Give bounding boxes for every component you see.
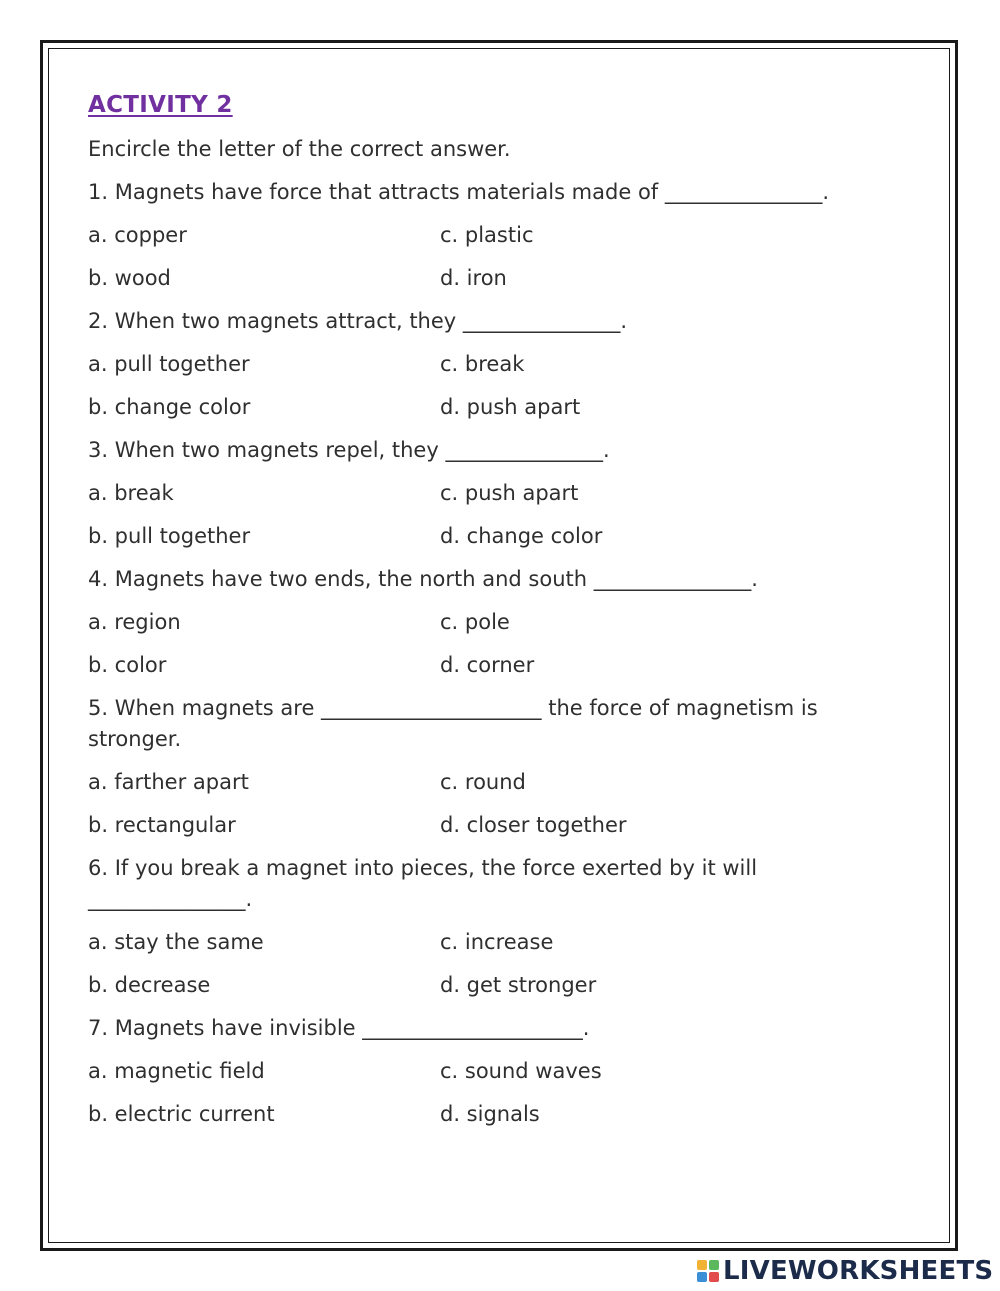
question-7: 7. Magnets have invisible _____________________. — [88, 1016, 590, 1040]
options-row-4b — [88, 650, 888, 681]
option-7c[interactable]: c. sound waves — [440, 1059, 602, 1083]
options-row-7b — [88, 1099, 888, 1130]
options-row-2b — [88, 392, 888, 423]
logo-block-blue — [697, 1272, 707, 1282]
option-4b[interactable]: b. color — [88, 653, 167, 677]
option-4d[interactable]: d. corner — [440, 653, 535, 677]
question-1: 1. Magnets have force that attracts materials made of _______________. — [88, 180, 830, 204]
logo-block-red — [709, 1272, 719, 1282]
option-1d[interactable]: d. iron — [440, 266, 507, 290]
activity-title: ACTIVITY 2 — [88, 92, 233, 118]
options-row-3a — [88, 478, 888, 509]
logo-blocks-icon — [697, 1260, 719, 1282]
option-1c[interactable]: c. plastic — [440, 223, 534, 247]
option-2d[interactable]: d. push apart — [440, 395, 581, 419]
options-row-6a — [88, 927, 888, 958]
worksheet-content — [88, 88, 888, 1142]
options-row-2a — [88, 349, 888, 380]
options-row-6b — [88, 970, 888, 1001]
option-3d[interactable]: d. change color — [440, 524, 603, 548]
logo-text: LIVEWORKSHEETS — [723, 1256, 994, 1286]
question-4: 4. Magnets have two ends, the north and south _______________. — [88, 567, 758, 591]
liveworksheets-logo[interactable] — [697, 1256, 993, 1286]
options-row-5b — [88, 810, 888, 841]
option-2c[interactable]: c. break — [440, 352, 525, 376]
option-5c[interactable]: c. round — [440, 770, 526, 794]
options-row-5a — [88, 767, 888, 798]
option-7a[interactable]: a. magnetic field — [88, 1059, 265, 1083]
option-2a[interactable]: a. pull together — [88, 352, 250, 376]
option-6c[interactable]: c. increase — [440, 930, 554, 954]
question-5: 5. When magnets are _____________________ the force of magnetism is stronger. — [88, 696, 818, 751]
option-3b[interactable]: b. pull together — [88, 524, 251, 548]
option-7d[interactable]: d. signals — [440, 1102, 540, 1126]
options-row-7a — [88, 1056, 888, 1087]
option-4a[interactable]: a. region — [88, 610, 181, 634]
logo-block-yellow — [697, 1260, 707, 1270]
option-3a[interactable]: a. break — [88, 481, 174, 505]
question-3: 3. When two magnets repel, they _______________. — [88, 438, 610, 462]
option-6b[interactable]: b. decrease — [88, 973, 211, 997]
option-7b[interactable]: b. electric current — [88, 1102, 275, 1126]
options-row-4a — [88, 607, 888, 638]
options-row-3b — [88, 521, 888, 552]
option-5d[interactable]: d. closer together — [440, 813, 627, 837]
question-6: 6. If you break a magnet into pieces, the force exerted by it will _______________. — [88, 856, 758, 911]
option-2b[interactable]: b. change color — [88, 395, 251, 419]
option-6d[interactable]: d. get stronger — [440, 973, 597, 997]
option-3c[interactable]: c. push apart — [440, 481, 579, 505]
option-1a[interactable]: a. copper — [88, 223, 187, 247]
instructions: Encircle the letter of the correct answer. — [88, 137, 511, 161]
options-row-1a — [88, 220, 888, 251]
option-5a[interactable]: a. farther apart — [88, 770, 249, 794]
option-4c[interactable]: c. pole — [440, 610, 510, 634]
option-6a[interactable]: a. stay the same — [88, 930, 264, 954]
options-row-1b — [88, 263, 888, 294]
question-2: 2. When two magnets attract, they _______________. — [88, 309, 628, 333]
logo-block-green — [709, 1260, 719, 1270]
option-5b[interactable]: b. rectangular — [88, 813, 236, 837]
option-1b[interactable]: b. wood — [88, 266, 171, 290]
